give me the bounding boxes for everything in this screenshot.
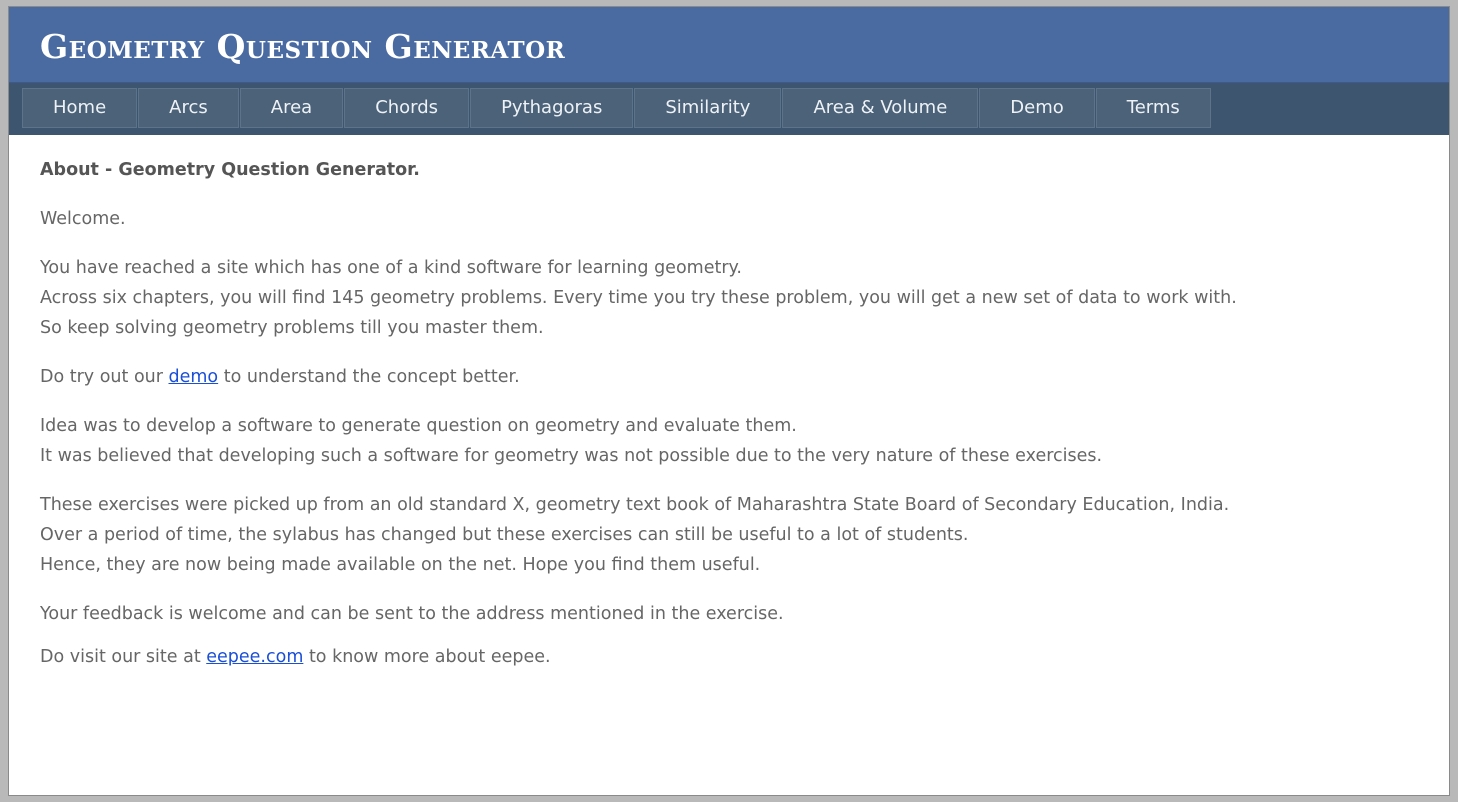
intro-line: Across six chapters, you will find 145 geometry problems. Every time you try these problem, you will get a new set of data to work with. bbox=[40, 288, 1237, 308]
nav-item-home[interactable]: Home bbox=[22, 88, 137, 128]
welcome-text: Welcome. bbox=[40, 209, 126, 229]
history-line: Over a period of time, the sylabus has changed but these exercises can still be useful to a lot of students. bbox=[40, 525, 969, 545]
feedback-text: Your feedback is welcome and can be sent to the address mentioned in the exercise. bbox=[40, 604, 784, 624]
main-content bbox=[9, 135, 1449, 672]
demo-paragraph bbox=[40, 362, 1418, 392]
page-heading: About - Geometry Question Generator. bbox=[40, 160, 420, 180]
demo-prefix: Do try out our bbox=[40, 367, 169, 387]
demo-suffix: to understand the concept better. bbox=[218, 367, 520, 387]
nav-item-demo[interactable]: Demo bbox=[979, 88, 1094, 128]
nav-item-area[interactable]: Area bbox=[240, 88, 343, 128]
nav-item-similarity[interactable]: Similarity bbox=[634, 88, 781, 128]
visit-prefix: Do visit our site at bbox=[40, 647, 207, 667]
history-line: These exercises were picked up from an old standard X, geometry text book of Maharashtra State Board of Secondary Education, India. bbox=[40, 495, 1230, 515]
eepee-link[interactable]: eepee.com bbox=[206, 647, 304, 667]
idea-line: It was believed that developing such a software for geometry was not possible due to the very nature of these exercises. bbox=[40, 446, 1103, 466]
visit-paragraph bbox=[40, 642, 1418, 672]
page-frame bbox=[8, 6, 1450, 796]
nav-item-chords[interactable]: Chords bbox=[344, 88, 469, 128]
nav-item-pythagoras[interactable]: Pythagoras bbox=[470, 88, 633, 128]
nav-list bbox=[22, 88, 1449, 128]
demo-link[interactable]: demo bbox=[168, 367, 219, 387]
visit-suffix: to know more about eepee. bbox=[303, 647, 551, 667]
nav-item-arcs[interactable]: Arcs bbox=[138, 88, 239, 128]
nav-item-terms[interactable]: Terms bbox=[1096, 88, 1211, 128]
history-paragraph bbox=[40, 490, 1418, 580]
intro-paragraph bbox=[40, 253, 1418, 343]
idea-line: Idea was to develop a software to generate question on geometry and evaluate them. bbox=[40, 416, 797, 436]
history-line: Hence, they are now being made available on the net. Hope you find them useful. bbox=[40, 555, 761, 575]
site-header bbox=[9, 7, 1449, 83]
site-title: Geometry Question Generator bbox=[40, 27, 566, 66]
nav-item-area-volume[interactable]: Area & Volume bbox=[782, 88, 978, 128]
intro-line: You have reached a site which has one of a kind software for learning geometry. bbox=[40, 258, 742, 278]
intro-line: So keep solving geometry problems till you master them. bbox=[40, 318, 544, 338]
idea-paragraph bbox=[40, 411, 1418, 471]
main-nav bbox=[9, 83, 1449, 135]
